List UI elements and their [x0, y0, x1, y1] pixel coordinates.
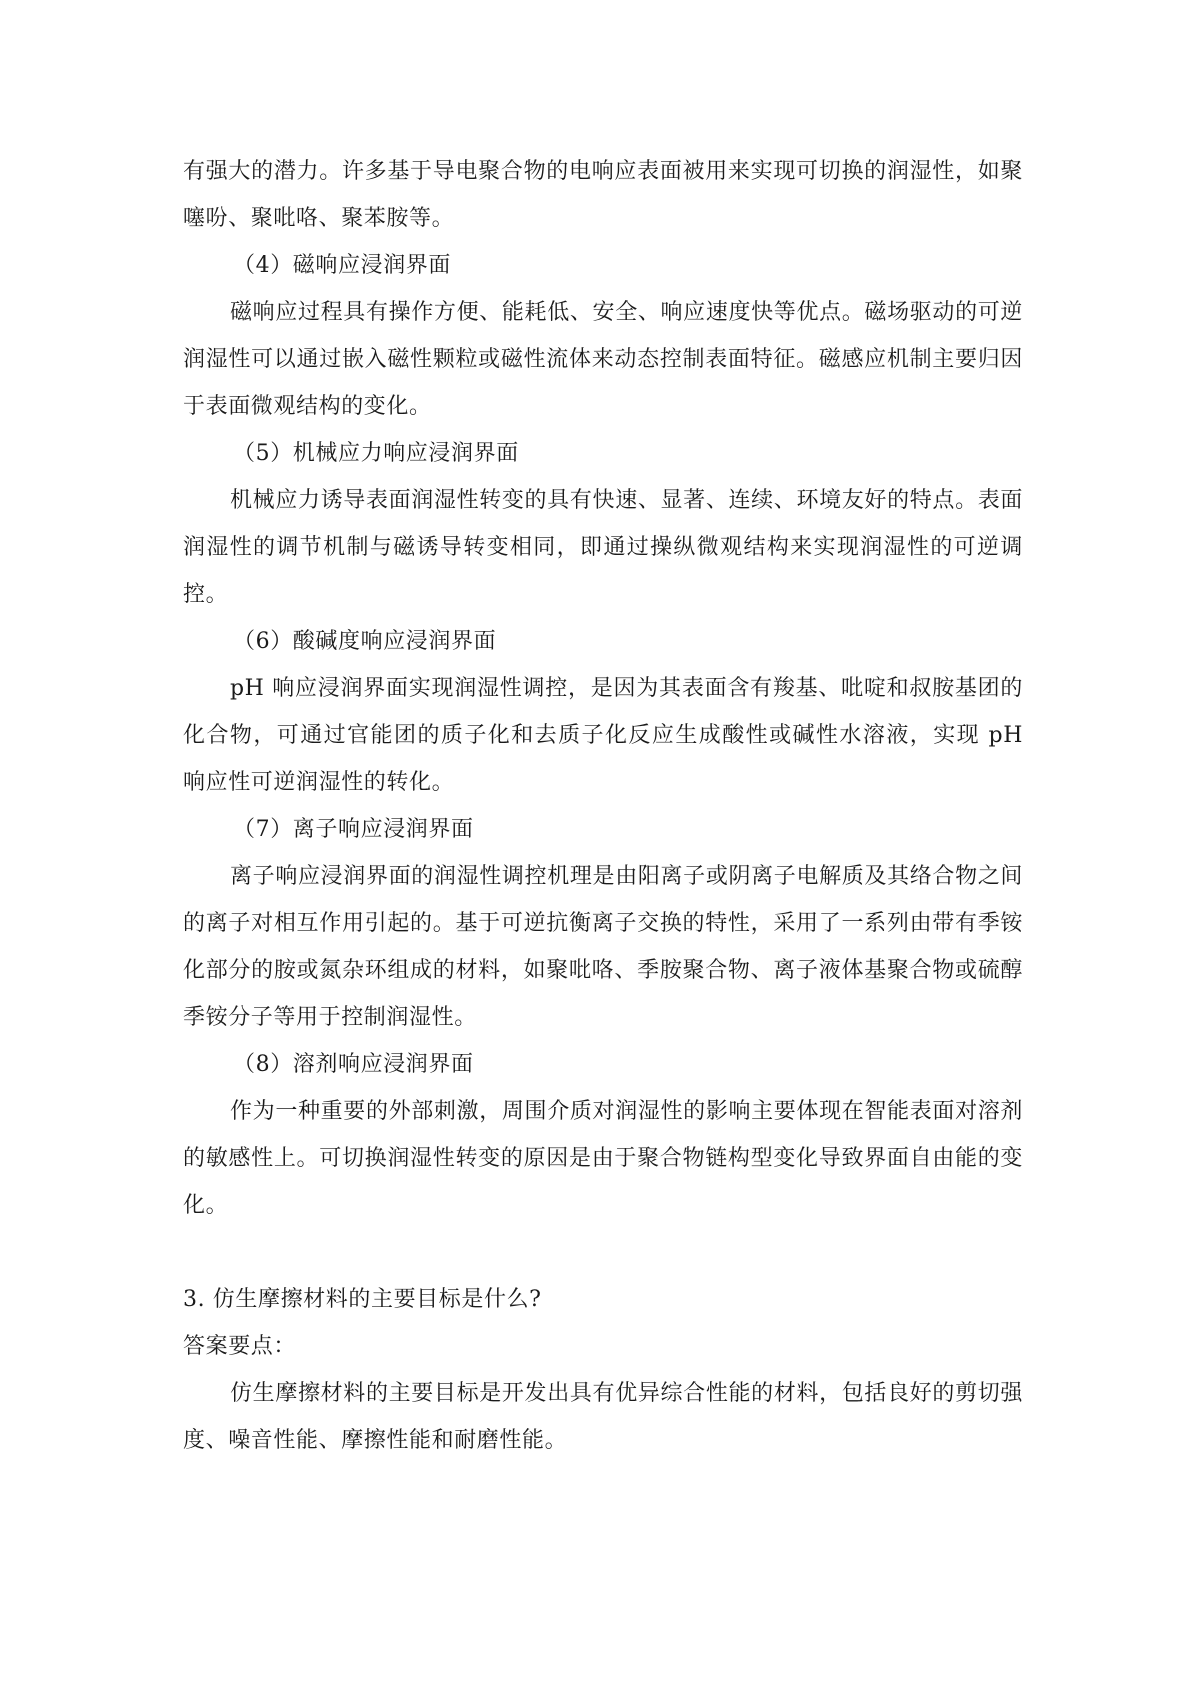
blank-line	[183, 1229, 1023, 1276]
paragraph-ion: 离子响应浸润界面的润湿性调控机理是由阳离子或阴离子电解质及其络合物之间的离子对相互作用引起的。基于可逆抗衡离子交换的特性，采用了一系列由带有季铵化部分的胺或氮杂环组成的材料，如聚吡咯、季胺聚合物、离子液体基聚合物或硫醇季铵分子等用于控制润湿性。	[183, 864, 1023, 1030]
paragraph-mechanical: 机械应力诱导表面润湿性转变的具有快速、显著、连续、环境友好的特点。表面润湿性的调节机制与磁诱导转变相同，即通过操纵微观结构来实现润湿性的可逆调控。	[183, 488, 1023, 607]
paragraph-continued: 有强大的潜力。许多基于导电聚合物的电响应表面被用来实现可切换的润湿性，如聚噻吩、聚吡咯、聚苯胺等。	[183, 159, 1023, 231]
section-heading-ph: （6）酸碱度响应浸润界面	[233, 629, 497, 654]
document-page	[183, 148, 1023, 1464]
paragraph-ph: pH 响应浸润界面实现润湿性调控，是因为其表面含有羧基、吡啶和叔胺基团的化合物，可通过官能团的质子化和去质子化反应生成酸性或碱性水溶液，实现 pH 响应性可逆润湿性的转化。	[183, 676, 1023, 795]
section-heading-ion: （7）离子响应浸润界面	[233, 817, 474, 842]
section-heading-mechanical: （5）机械应力响应浸润界面	[233, 441, 519, 466]
answer-label: 答案要点：	[183, 1334, 297, 1359]
paragraph-solvent: 作为一种重要的外部刺激，周围介质对润湿性的影响主要体现在智能表面对溶剂的敏感性上。可切换润湿性转变的原因是由于聚合物链构型变化导致界面自由能的变化。	[183, 1099, 1023, 1218]
paragraph-magnetic: 磁响应过程具有操作方便、能耗低、安全、响应速度快等优点。磁场驱动的可逆润湿性可以通过嵌入磁性颗粒或磁性流体来动态控制表面特征。磁感应机制主要归因于表面微观结构的变化。	[183, 300, 1023, 419]
section-heading-magnetic: （4）磁响应浸润界面	[233, 253, 451, 278]
section-heading-solvent: （8）溶剂响应浸润界面	[233, 1052, 474, 1077]
answer-paragraph: 仿生摩擦材料的主要目标是开发出具有优异综合性能的材料，包括良好的剪切强度、噪音性能、摩擦性能和耐磨性能。	[183, 1381, 1023, 1453]
question-3: 3. 仿生摩擦材料的主要目标是什么?	[183, 1287, 542, 1312]
